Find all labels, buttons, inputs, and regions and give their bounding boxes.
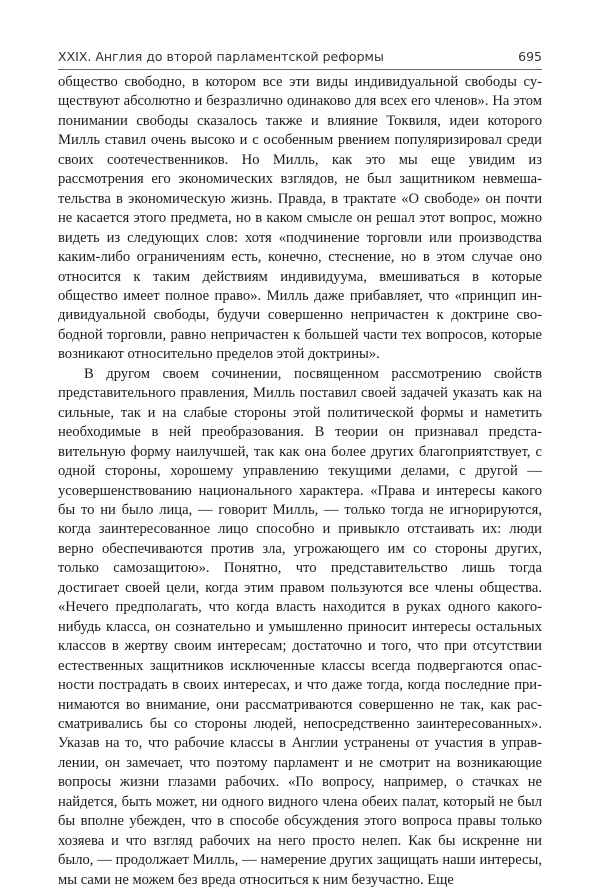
running-title: XXIX. Англия до второй парламентской реформы <box>58 49 384 64</box>
body-text <box>58 73 542 890</box>
page-number: 695 <box>518 49 542 64</box>
paragraph-1: общество свободно, в котором все эти виды индивидуальной свободы существуют абсолютно и безразлично одинаково для всех его членов». На этом понимании свободы сказалось также и влияние Токвиля, идеи которого Милль ставил очень высоко и с особенным рвением популяризировал среди своих соотечественников. Но Милль, как это мы еще увидим из рассмотрения его экономических взглядов, не был защитником невмешательства в экономическую жизнь. Правда, в трактате «О свободе» он почти не касается этого предмета, но в каком смысле он решал этот вопрос, можно видеть из следующих слов: хотя «подчинение торговли или производства каким-либо ограничениям есть, конечно, стеснение, но в этом случае оно относится к таким действиям индивидуума, вмешиваться в которые общество имеет полное право». Милль даже прибавляет, что «принцип индивидуальной свободы, будучи совершенно непричастен к доктрине свободной торговли, равно непричастен к большей части тех вопросов, которые возникают относительно пределов этой доктрины». <box>58 74 542 363</box>
header-rule <box>58 69 542 70</box>
paragraph-2: В другом своем сочинении, посвященном рассмотрению свойств представительного правления, Милль поставил своей задачей указать как на сильные, так и на слабые стороны этой политической формы и наметить необходимые в ней преобразования. В теории он признавал представительную форму наилучшей, так как она более других благоприятствует, с одной стороны, хорошему управлению текущими делами, с другой — усовершенствованию национального характера. «Права и интересы какого бы то ни было лица, — говорит Милль, — только тогда не игнорируются, когда заинтересованное лицо способно и привыкло отстаивать их: люди верно обеспечиваются против зла, угрожающего им со стороны других, только самозащитою». Понятно, что представительство лишь тогда достигает своей цели, когда этим правом пользуются все члены общества. «Нечего предполагать, что когда власть находится в руках одного какогонибудь класса, он сознательно и умышленно приносит интересы остальных классов в жертву своим интересам; достаточно и того, что при отсутствии естественных защитников исключенные классы всегда подвергаются опасности пострадать в своих интересах, и что даже тогда, когда последние принимаются во внимание, они рассматриваются совершенно не так, как рассматривались бы со стороны людей, непосредственно заинтересованных». Указав на то, что рабочие классы в Англии устранены от участия в управлении, он замечает, что поэтому парламент и не смотрит на возникающие вопросы жизни глазами рабочих. «По вопросу, например, о стачках не найдется, быть может, ни одного видного члена обеих палат, который не был бы вполне убежден, что в способе обсуждения этого вопроса правы только хозяева и что взгляд рабочих на него просто нелеп. Как бы искренне ни было, — продолжает Милль, — намерение других защищать наши интересы, мы сами не можем без вреда относиться к ним безучастно. Еще <box>58 365 542 888</box>
running-head <box>58 49 542 67</box>
